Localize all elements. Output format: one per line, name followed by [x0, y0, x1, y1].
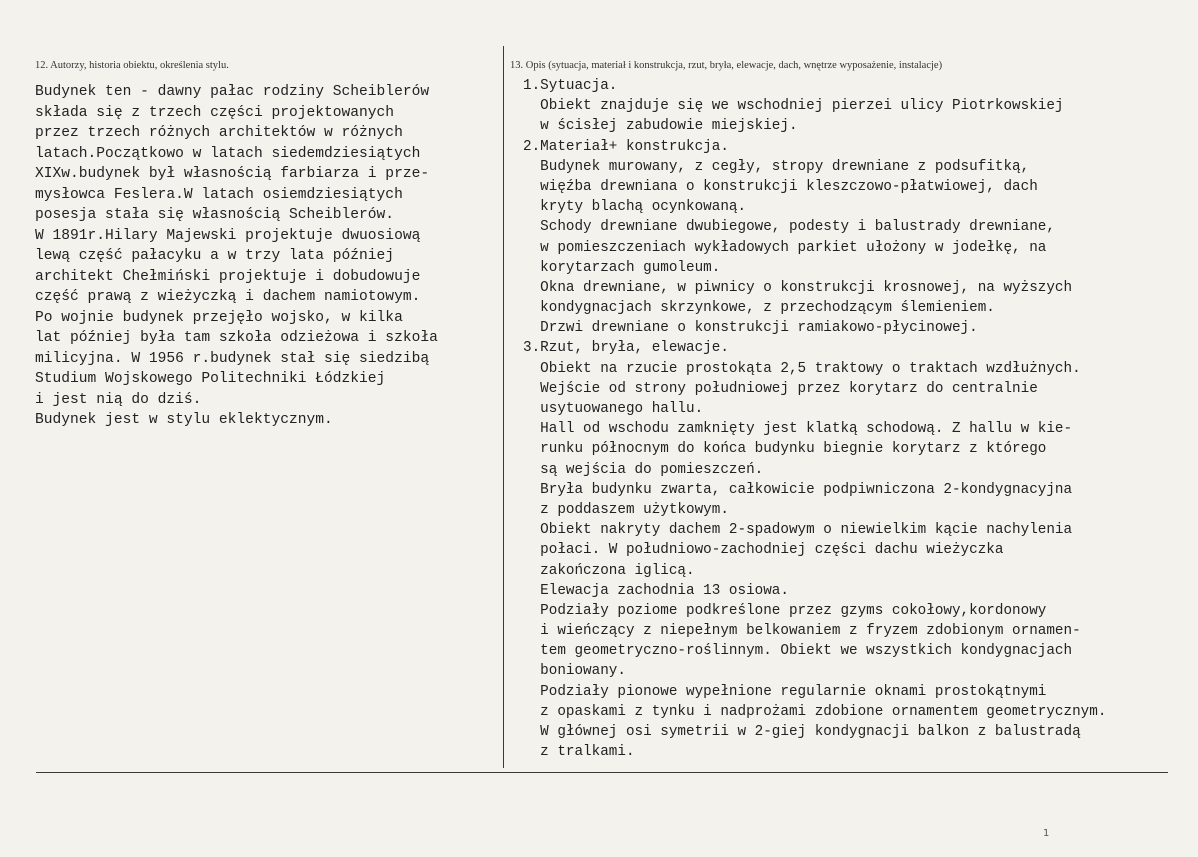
text-line: W 1891r.Hilary Majewski projektuje dwuosiową [35, 227, 421, 244]
text-line: połaci. W południowo-zachodniej części dachu wieżyczka [523, 542, 1004, 559]
text-line: Budynek murowany, z cegły, stropy drewniane z podsufitką, [523, 158, 1030, 175]
text-line: w pomieszczeniach wykładowych parkiet ułożony w jodełkę, na [523, 239, 1047, 256]
text-line: Hall od wschodu zamknięty jest klatką schodową. Z hallu w kie- [523, 421, 1073, 438]
text-line: kondygnacjach skrzynkowe, z przechodzącym ślemieniem. [523, 300, 995, 317]
section-12-header: 12. Autorzy, historia obiektu, określenia stylu. [35, 60, 229, 71]
text-line: 3.Rzut, bryła, elewacje. [523, 340, 729, 357]
column-divider [503, 46, 504, 768]
text-line: Schody drewniane dwubiegowe, podesty i balustrady drewniane, [523, 219, 1055, 236]
text-line: Budynek ten - dawny pałac rodziny Scheiblerów [35, 84, 430, 100]
text-line: część prawą z wieżyczką i dachem namiotowym. [35, 289, 421, 305]
text-line: 1.Sytuacja. [523, 78, 618, 94]
text-line: Podziały pionowe wypełnione regularnie oknami prostokątnymi [523, 683, 1047, 700]
text-line: Okna drewniane, w piwnicy o konstrukcji krosnowej, na wyższych [523, 279, 1073, 296]
text-line: i wieńczący z niepełnym belkowaniem z fryzem zdobionym ornamen- [523, 623, 1081, 640]
description-text [523, 76, 1106, 762]
text-line: architekt Chełmiński projektuje i dobudowuje [35, 268, 421, 285]
text-line: są wejścia do pomieszczeń. [523, 461, 764, 478]
text-line: zakończona iglicą. [523, 562, 695, 579]
text-line: 2.Materiał+ konstrukcja. [523, 138, 729, 155]
text-line: usytuowanego hallu. [523, 401, 704, 417]
text-line: składa się z trzech części projektowanych [35, 104, 395, 121]
text-line: boniowany. [523, 663, 626, 680]
text-line: z poddaszem użytkowym. [523, 501, 729, 518]
text-line: XIXw.budynek był własnością farbiarza i prze- [35, 166, 430, 182]
text-line: Podziały poziome podkreślone przez gzyms cokołowy,kordonowy [523, 602, 1047, 619]
text-line: Po wojnie budynek przejęło wojsko, w kilka [35, 309, 403, 326]
page-mark: 1 [1043, 828, 1050, 839]
text-line: posesja stała się własnością Scheiblerów. [35, 207, 395, 223]
text-line: Drzwi drewniane o konstrukcji ramiakowo-płycinowej. [523, 320, 978, 337]
text-line: w ścisłej zabudowie miejskiej. [523, 118, 798, 135]
text-line: tem geometryczno-roślinnym. Obiekt we wszystkich kondygnacjach [523, 643, 1073, 660]
text-line: kryty blachą ocynkowaną. [523, 199, 747, 216]
text-line: Obiekt znajduje się we wschodniej pierzei ulicy Piotrkowskiej [523, 98, 1064, 115]
bottom-rule [36, 772, 1168, 773]
text-line: więźba drewniana o konstrukcji kleszczowo-płatwiowej, dach [523, 178, 1038, 195]
text-line: korytarzach gumoleum. [523, 259, 721, 276]
text-line: z opaskami z tynku i nadprożami zdobione ornamentem geometrycznym. [523, 703, 1107, 720]
text-line: z tralkami. [523, 744, 635, 761]
text-line: runku północnym do końca budynku biegnie korytarz z którego [523, 441, 1047, 458]
history-text [35, 82, 438, 431]
text-line: lat później była tam szkoła odzieżowa i szkoła [35, 330, 438, 346]
text-line: Bryła budynku zwarta, całkowicie podpiwniczona 2-kondygnacyjna [523, 481, 1073, 498]
text-line: i jest nią do dziś. [35, 391, 202, 408]
text-line: przez trzech różnych architektów w różnych [35, 125, 403, 141]
text-line: Elewacja zachodnia 13 osiowa. [523, 582, 789, 599]
text-line: mysłowca Feslera.W latach osiemdziesiątych [35, 186, 403, 203]
text-line: W głównej osi symetrii w 2-giej kondygnacji balkon z balustradą [523, 724, 1081, 740]
text-line: milicyjna. W 1956 r.budynek stał się siedzibą [35, 350, 430, 367]
text-line: Obiekt na rzucie prostokąta 2,5 traktowy o traktach wzdłużnych. [523, 360, 1081, 377]
text-line: lewą część pałacyku a w trzy lata później [35, 248, 395, 264]
text-line: Studium Wojskowego Politechniki Łódzkiej [35, 371, 386, 387]
text-line: Obiekt nakryty dachem 2-spadowym o niewielkim kącie nachylenia [523, 522, 1073, 539]
text-line: Wejście od strony południowej przez korytarz do centralnie [523, 380, 1038, 397]
text-line: latach.Początkowo w latach siedemdziesiątych [35, 145, 421, 162]
text-line: Budynek jest w stylu eklektycznym. [35, 412, 333, 428]
section-13-header: 13. Opis (sytuacja, materiał i konstrukcja, rzut, bryła, elewacje, dach, wnętrze wyposażenie, instalacje) [510, 60, 943, 71]
